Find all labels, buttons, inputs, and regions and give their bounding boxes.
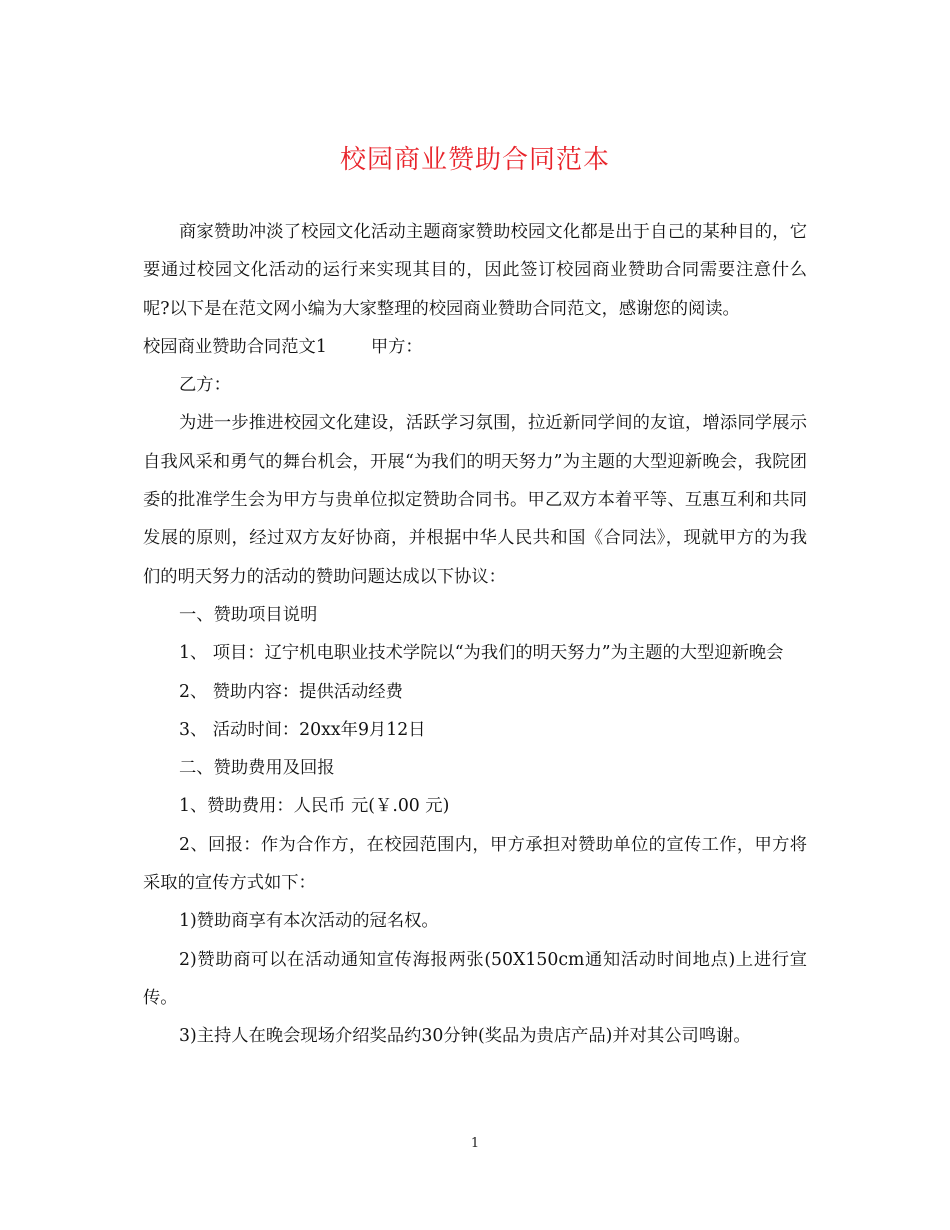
page-number: 1 xyxy=(470,1136,480,1151)
document-title: 校园商业赞助合同范本 xyxy=(339,145,610,175)
section-2-title: 二、赞助费用及回报 xyxy=(179,758,335,779)
section-1-item-3: 3、 活动时间：20xx年9月12日 xyxy=(179,719,426,740)
party-a-label: 甲方： xyxy=(370,336,423,357)
section-1-title: 一、赞助项目说明 xyxy=(179,604,318,625)
contract-heading-line xyxy=(143,328,807,366)
preamble-paragraph: 为进一步推进校园文化建设，活跃学习氛围，拉近新同学间的友谊，增添同学展示自我风采和勇气的舞台机会，开展“为我们的明天努力”为主题的大型迎新晚会，我院团委的批准学生会为甲方与贵单位拟定赞助合同书。甲乙双方本着平等、互惠互利和共同发展的原则，经过双方友好协商，并根据中华人民共和国《合同法》，现就甲方的为我们的明天努力的活动的赞助问题达成以下协议： xyxy=(143,413,807,587)
section-1-item-1: 1、 项目：辽宁机电职业技术学院以“为我们的明天努力”为主题的大型迎新晚会 xyxy=(179,643,784,664)
reward-paragraph: 2、回报：作为合作方，在校园范围内，甲方承担对赞助单位的宣传工作，甲方将采取的宣传方式如下： xyxy=(143,834,807,894)
reward-item-1: 1)赞助商享有本次活动的冠名权。 xyxy=(179,911,439,932)
sponsorship-fee: 1、赞助费用：人民币 元(￥.00 元) xyxy=(179,796,450,817)
reward-item-2: 2)赞助商可以在活动通知宣传海报两张(50X150cm通知活动时间地点)上进行宣传。 xyxy=(143,949,807,1008)
section-1-item-2: 2、 赞助内容：提供活动经费 xyxy=(179,681,403,702)
contract-heading: 校园商业赞助合同范文1 xyxy=(143,336,327,357)
reward-item-3: 3)主持人在晚会现场介绍奖品约30分钟(奖品为贵店产品)并对其公司鸣谢。 xyxy=(179,1026,751,1047)
document-body xyxy=(143,213,807,1056)
party-b-label: 乙方： xyxy=(179,375,231,396)
intro-paragraph: 商家赞助冲淡了校园文化活动主题商家赞助校园文化都是出于自己的某种目的，它要通过校园文化活动的运行来实现其目的，因此签订校园商业赞助合同需要注意什么呢?以下是在范文网小编为大家整理的校园商业赞助合同范文，感谢您的阅读。 xyxy=(143,222,807,319)
